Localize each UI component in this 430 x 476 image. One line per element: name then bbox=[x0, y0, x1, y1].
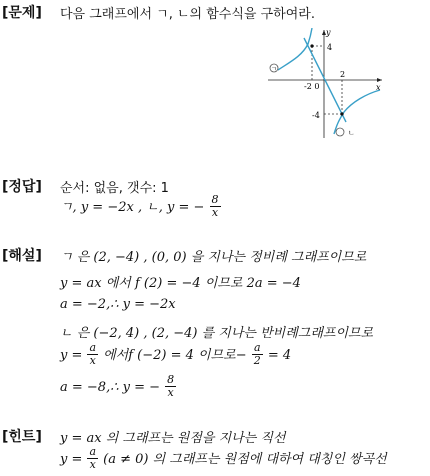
answer-tag: [정답] bbox=[2, 179, 42, 195]
explanation-line2: y = ax 에서 f (2) = −4 이므로 2a = −4 bbox=[60, 276, 301, 291]
label-n-circle bbox=[336, 128, 344, 136]
point-2-neg4 bbox=[340, 112, 343, 115]
explanation-fraction-1 bbox=[87, 342, 98, 367]
answer-line1: 순서: 없음, 갯수: 1 bbox=[60, 181, 169, 196]
explanation-line3: a = −2,∴ y = −2x bbox=[60, 297, 176, 312]
explanation-line1: ㄱ 은 (2, −4) , (0, 0) 을 지나는 정비례 그래프이므로 bbox=[60, 250, 367, 265]
graph-tick-neg4: -4 bbox=[312, 111, 320, 120]
explanation-line5 bbox=[60, 342, 291, 367]
graph-x-label: x bbox=[376, 83, 381, 92]
explanation-tag: [해설] bbox=[2, 248, 42, 264]
explanation-frac3-den: x bbox=[167, 386, 174, 399]
hint-frac-den: x bbox=[89, 458, 96, 471]
hint-line2 bbox=[60, 446, 387, 471]
answer-fraction bbox=[210, 194, 221, 219]
hint-frac-num: a bbox=[89, 445, 97, 458]
x-axis-arrow-icon bbox=[377, 78, 382, 82]
hint-fraction bbox=[87, 446, 98, 471]
explanation-frac2-num: a bbox=[252, 342, 263, 355]
graph-tick-4: 4 bbox=[327, 43, 333, 52]
problem-text: 다음 그래프에서 ㄱ, ㄴ의 함수식을 구하여라. bbox=[60, 7, 315, 22]
explanation-line5-c: = 4 bbox=[267, 348, 292, 363]
hint-tag: [힌트] bbox=[2, 429, 42, 445]
hint-line2-b: (a ≠ 0) 의 그래프는 원점에 대하여 대칭인 쌍곡선 bbox=[103, 452, 387, 467]
hint-line1: y = ax 의 그래프는 원점을 지나는 직선 bbox=[60, 431, 286, 446]
explanation-line6 bbox=[60, 374, 176, 399]
answer-frac-den: x bbox=[211, 206, 219, 219]
hint-line2-a: y = bbox=[60, 452, 83, 467]
explanation-line4: ㄴ 은 (−2, 4) , (2, −4) 를 지나는 반비례그래프이므로 bbox=[60, 326, 374, 341]
problem-tag: [문제] bbox=[2, 5, 42, 21]
explanation-line5-b: 에서f (−2) = 4 이므로− bbox=[103, 348, 247, 363]
answer-frac-num: 8 bbox=[211, 193, 219, 206]
graph-y-label: y bbox=[326, 28, 331, 37]
explanation-frac1-num: a bbox=[89, 341, 97, 354]
explanation-line5-a: y = bbox=[60, 348, 83, 363]
explanation-fraction-3 bbox=[165, 374, 176, 399]
answer-line2 bbox=[60, 194, 221, 219]
graph-origin-label: -2 0 bbox=[304, 82, 320, 91]
hyperbola-left-branch bbox=[278, 28, 312, 70]
explanation-frac3-num: 8 bbox=[167, 373, 175, 386]
graph-tick-2: 2 bbox=[340, 70, 346, 79]
graph-label-n: ㄴ bbox=[348, 129, 355, 137]
answer-line2-text: ㄱ, y = −2x , ㄴ, y = − bbox=[60, 200, 205, 215]
explanation-fraction-2 bbox=[252, 342, 263, 367]
graph-label-g: ㄱ bbox=[271, 66, 277, 73]
explanation-line6-a: a = −8,∴ y = − bbox=[60, 380, 161, 395]
point-neg2-4 bbox=[310, 44, 313, 47]
explanation-frac1-den: x bbox=[89, 354, 96, 367]
function-graph bbox=[262, 28, 388, 140]
explanation-frac2-den: 2 bbox=[253, 354, 261, 367]
